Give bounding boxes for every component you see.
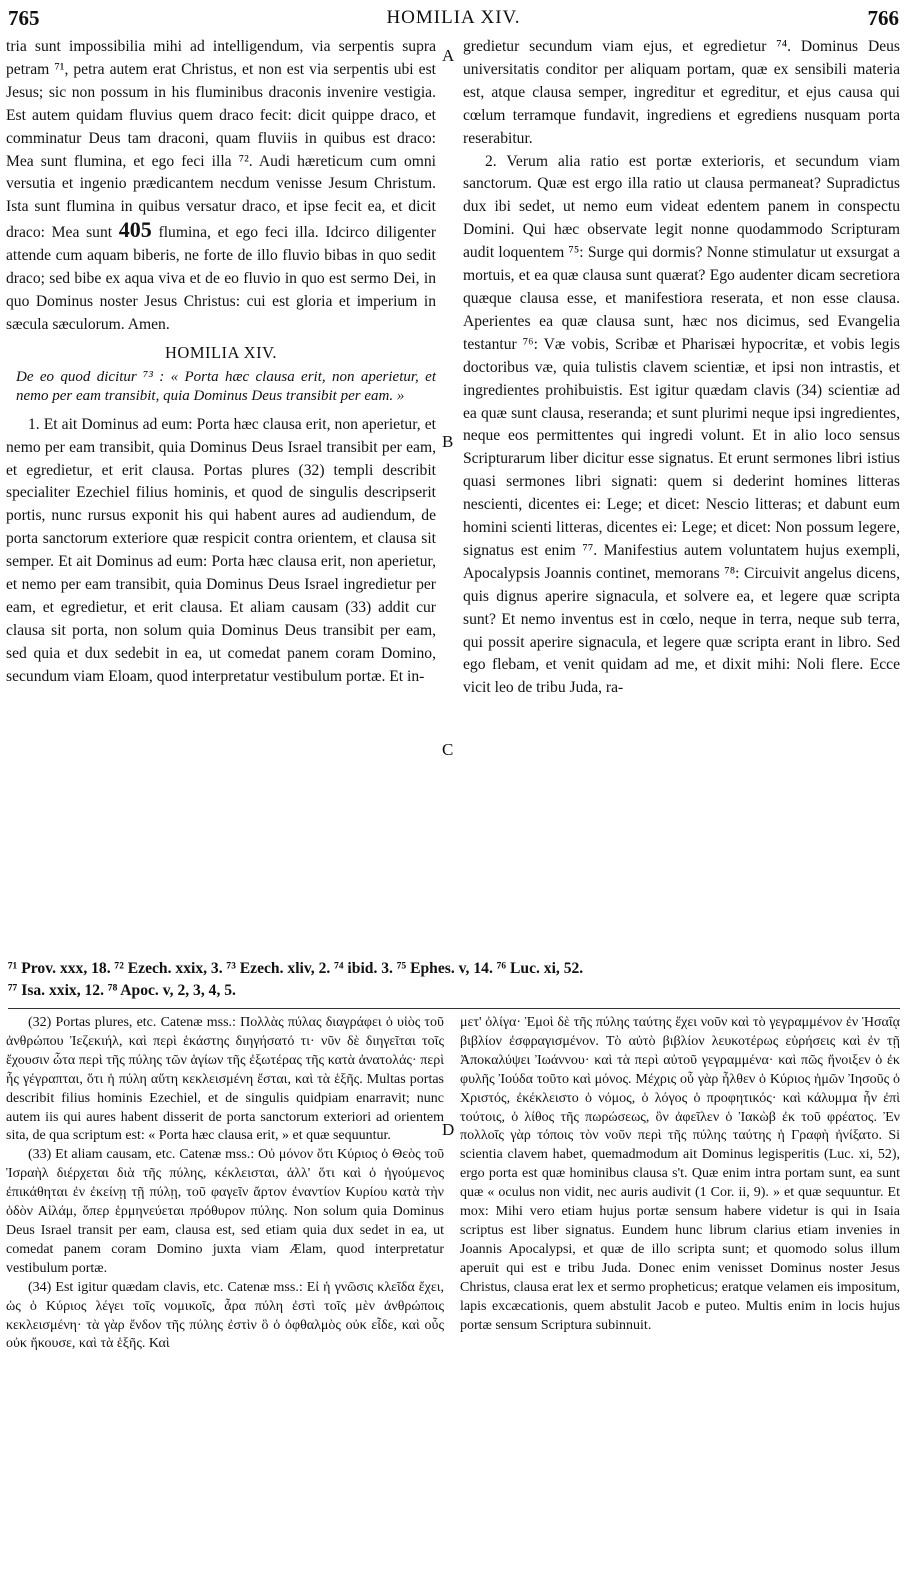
footnote-34: (34) Est igitur quædam clavis, etc. Catenæ mss.: Εἰ ἡ γνῶσις κλεῖδα ἔχει, ὡς ὁ Κύριος λέγει τοῖς νομικοῖς, ἆρα πύλη ἐστὶ τοῖς μὲν ἀνθρώποις κεκλεισμένη· τὰ γὰρ ἔνδον τῆς πύλης ἐστὶν ὃ ὁ ὀφθαλμὸς οὐκ εἶδε, καὶ οὖς οὐκ ἤκουσε, καὶ τὰ ἑξῆς. Καὶ	[6, 1279, 444, 1352]
left-column	[6, 36, 436, 689]
margin-mark-c: C	[442, 740, 454, 759]
continuation-paragraph: gredietur secundum viam ejus, et egredietur ⁷⁴. Dominus Deus universitatis conditor per aliquam portam, quæ ex sensibili materia est, atque clausa semper, ingreditur et egreditur, et ejus causa qui cœlum terramque fundavit, ingrediens et egrediens nusquam porta reserabitur.	[463, 38, 900, 147]
intro-text: tria sunt impossibilia mihi ad intelligendum, via serpentis supra petram ⁷¹, petra autem erat Christus, et non est via serpentis ubi est Jesus; sic non possum in his fluminibus draconis invenire vestigia. Est autem quidam fluvius quem draco fecit: dicit quippe draco, et comminatur Deus tam draconi, quam fluviis in quibus est draco: Mea sunt flumina, et ego feci illa ⁷². Audi hæreticum cum omni versutia et ingenio prædicantem necdum venisse Jesum Christum. Ista sunt flumina in quibus versatur draco, et ipse fecit ea, et dicit draco: Mea sunt	[6, 38, 436, 242]
column-number: 405	[118, 217, 152, 243]
margin-mark-d: D	[442, 1120, 455, 1139]
footnote-continuation: μετ' ὀλίγα· Ἐμοὶ δὲ τῆς πύλης ταύτης ἔχει νοῦν καὶ τὸ γεγραμμένον ἐν Ἡσαΐᾳ βιβλίον ἐσφραγισμένον. Τὸ αὐτὸ βιβλίον λευκοτέρως εὑρήσεις καὶ ἐν τῇ Ἀποκαλύψει Ἰωάννου· καὶ τὰ περὶ αὐτοῦ γεγραμμένα· καὶ πῶς ἤνοιξεν ὁ ἐκ φυλῆς Ἰούδα τοῦτο καὶ μόνος. Μέχρις οὗ γὰρ ἦλθεν ὁ Κύριος ἡμῶν Ἰησοῦς ὁ Χριστός, ἐκέκλειστο ὁ νόμος, ὁ λόγος ὁ προφητικός· καὶ κάλυμμα ἦν ἐπὶ τούτοις, ὁ λίθος τῆς πωρώσεως, ὃν ἀφεῖλεν ὁ Ἰακὼβ ἐκ τοῦ φρέατος. Ἐν πολλοῖς γὰρ τόποις τὸν νοῦν περὶ τῆς πύλης ταύτης ἡ Γραφὴ ἠνίξατο. Si scientia clavem habet, quemadmodum ait Dominus legisperitis (Luc. xi, 52), ergo porta est quæ hominibus clausa s't. Quæ enim intra portam sunt, ea sunt quæ « oculus non vidit, nec auris audivit (1 Cor. ii, 9). » et quæ sequuntur. Et mox: Mihi vero etiam hujus portæ sensum habere videtur is qui in Isaia scriptus est liber signatus. Eundem hunc librum clarius etiam invenies in Joannis Apocalypsi, et quæ de illo scripta sunt; et quomodo solus illum aperuit qui est e tribu Juda. Donec enim venisset Dominus noster Jesus Christus, clausa erat lex et sermo propheticus; eratque velamen eis impositum, lapis excæcationis, quem abstulit Jacob e puteo. Multis enim in locis hujus portæ sensum Scriptura subinnuit.	[460, 1015, 900, 1333]
right-column	[463, 36, 900, 700]
running-title: HOMILIA XIV.	[386, 7, 521, 28]
footnotes-right-column	[460, 1014, 900, 1335]
footnote-32: (32) Portas plures, etc. Catenæ mss.: Πολλὰς πύλας διαγράφει ὁ υἱὸς τοῦ ἀνθρώπου Ἰεζεκιήλ, καὶ περὶ ἑκάστης διηγήσατό τι· νῦν δὲ διηγεῖται τοῖς ἔχουσιν ὦτα περὶ τῆς πύλης τῶν ἁγίων τῆς ἐξωτέρας τῆς κατὰ ἀνατολάς· περὶ ἧς γέγραπται, ὅτι ἡ πύλη αὕτη κεκλεισμένη ἔσται, καὶ τὰ ἑξῆς. Multas portas describit filius hominis Ezechiel, et de singulis quidpiam enarravit; nunc autem iis qui aures habent disserit de porta sanctorum exteriori ad orientem sita, de qua scriptum est: « Porta hæc clausa erit, » et quæ sequuntur.	[6, 1015, 444, 1144]
margin-mark-b: B	[442, 432, 454, 451]
paragraph-1: 1. Et ait Dominus ad eum: Porta hæc clausa erit, non aperietur, et nemo per eam transibit, quia Dominus Deus Israel transibit per eam, et egredietur, et erit clausa. Portas plures (32) templi describit specialiter Ezechiel filius hominis, et quod de singulis descripserit portis, nunc rursus exponit his qui habent aures ad audiendum, de porta sanctorum exteriore quæ respicit contra orientem, et clausa sit semper. Et ait Dominus ad eum: Porta hæc clausa erit, non aperietur, et nemo per eam transibit, quia Dominus Deus Israel ingredietur per eam, et egredietur, et erit clausa. Et aliam causam (33) addit cur clausa sit porta, non solum quia Dominus Deus transibit per eam, sed quia et dux sedebit in ea, ut comedat panem coram Domino, secundum viam Eloam, quod interpretatur vestibulum portæ. Et in-	[6, 415, 436, 685]
margin-mark-a: A	[442, 46, 455, 65]
intro-text-end: flumina, et ego feci illa. Idcirco diligenter attende cum aquam biberis, ne forte de illo fluvio bibas in quo sedit draco; sed bibe ex aqua viva et de eo fluvio in quo est sermo Dei, in quo Dominus noster Jesus Christus: cui est gloria et imperium in sæcula sæculorum. Amen.	[6, 224, 437, 333]
right-page-number: 766	[867, 6, 899, 30]
paragraph-2: 2. Verum alia ratio est portæ exterioris, et secundum viam sanctorum. Quæ est ergo illa ratio ut clausa permaneat? Supradictus dux ibi sedet, ut nemo eum videat edentem panem in conspectu Domini. Qui hæc observate legit nonne quodammodo Scripturam audit loquentem ⁷⁵: Surge qui dormis? Nonne stimulatur ut exsurgat a mortuis, et ea quæ clausa sunt quærat? Ego audenter dicam secretiora quæque clausa esse, et manifestiora reserata, et non esse clausa. Aperientes ea quæ clausa sunt, hæc nos dicimus, sed Evangelia testantur ⁷⁶: Væ vobis, Scribæ et Pharisæi hypocritæ, et vobis legis doctoribus væ, quia tulistis clavem scientiæ, et ipsi non intrastis, et ingredientes prohibuistis. Est igitur quædam clavis (34) scientiæ ad ea quæ sunt clausa, reseranda; et sunt plurimi neque ipsi ingredientes, neque eos permittentes qui ingredi volunt. Et in alio loco sensus Scripturarum liber dicitur esse signatus. Et erunt sermones libri istius quasi sermones libri signati: quem si dederint homines litteras nescienti, dicentes ei: Lege; et dicet: Nescio litteras; et dabunt eum homini scienti litteras, dicentes ei: Lege; et dicet: Non possum legere, signatus est enim ⁷⁷. Manifestius autem voluntatem hujus exempli, Apocalypsis Joannis continet, memorans ⁷⁸: Circuivit angelus dicens, quis dignus aperire signacula, et solvere ea, et legere quæ scripta sunt? Et nemo inventus est in cœlo, neque in terra, neque sub terra, qui possit aperire signacula, et legere quæ scripta erant in libro. Sed ego flebam, et venit quidam ad me, et dixit mihi: Noli flere. Ecce vicit leo de tribu Juda, ra-	[463, 152, 900, 697]
scripture-references-line-2: ⁷⁷ Isa. xxix, 12. ⁷⁸ Apoc. v, 2, 3, 4, 5.	[8, 982, 236, 999]
scripture-references-line-1: ⁷¹ Prov. xxx, 18. ⁷² Ezech. xxix, 3. ⁷³ Ezech. xliv, 2. ⁷⁴ ibid. 3. ⁷⁵ Ephes. v, 14. ⁷⁶ Luc. xi, 52.	[8, 960, 584, 977]
left-page-number: 765	[8, 6, 40, 30]
running-header	[8, 6, 899, 30]
homily-title: HOMILIA XIV.	[164, 342, 278, 362]
footnote-33: (33) Et aliam causam, etc. Catenæ mss.: Οὐ μόνον ὅτι Κύριος ὁ Θεὸς τοῦ Ἰσραὴλ διέρχεται διὰ τῆς πύλης, κέκλεισται, ἀλλ' ὅτι καὶ ὁ ἡγούμενος ἐπικάθηται ἐν ἐκείνῃ τῇ πύλῃ, τοῦ φαγεῖν ἄρτον ἐναντίον Κυρίου κατὰ τὴν ὁδὸν Αἰλάμ, ὅπερ ἑρμηνεύεται πρόθυρον πύλης. Non solum quia Dominus Deus Israel transit per eam, clausa est, sed etiam quia dux sedet in ea, ut comedat panem coram Domino juxta viam Ælam, quod interpretatur vestibulum portæ.	[6, 1147, 444, 1276]
intro-paragraph	[6, 36, 436, 337]
homily-subtitle: De eo quod dicitur ⁷³ : « Porta hæc clausa erit, non aperietur, et nemo per eam transibit, quia Dominus Deus transibit per eam. »	[16, 368, 436, 404]
footnotes-left-column	[6, 1014, 444, 1354]
footnote-divider	[8, 1008, 900, 1009]
